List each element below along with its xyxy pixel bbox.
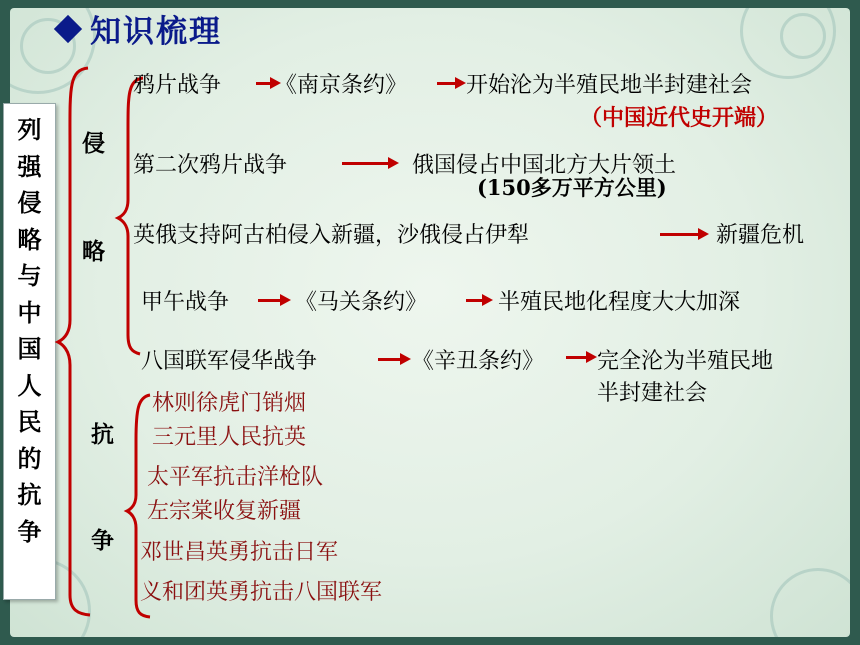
invasion-brace xyxy=(118,78,143,354)
arrow-icon xyxy=(566,356,588,359)
category-invasion-char: 侵 xyxy=(82,130,105,157)
side-label-char: 的 xyxy=(17,443,42,473)
resistance-item: 林则徐虎门销烟 xyxy=(152,391,307,416)
invasion-event: 八国联军侵华战争 xyxy=(141,349,318,374)
category-invasion-char: 略 xyxy=(82,238,105,265)
arrow-icon xyxy=(466,299,484,302)
arrow-icon xyxy=(660,233,700,236)
category-resistance-char: 争 xyxy=(91,527,114,554)
side-label-char: 民 xyxy=(17,407,42,436)
page-title: 知识梳理 xyxy=(90,14,222,50)
side-label-char: 列 xyxy=(17,115,42,144)
invasion-result: 俄国侵占中国北方大片领土 xyxy=(412,153,677,178)
invasion-event: 甲午战争 xyxy=(141,290,230,315)
invasion-note: （中国近代史开端） xyxy=(580,106,779,131)
treaty-name: 《马关条约》 xyxy=(295,290,428,315)
side-label-char: 抗 xyxy=(17,480,42,509)
side-label-char: 人 xyxy=(17,370,42,400)
side-label-char: 国 xyxy=(17,334,42,363)
arrow-icon xyxy=(378,358,402,361)
resistance-item: 邓世昌英勇抗击日军 xyxy=(140,540,339,565)
arrow-icon xyxy=(256,82,272,85)
side-label-char: 中 xyxy=(17,297,42,327)
treaty-name: 《辛丑条约》 xyxy=(412,349,545,374)
resistance-item: 义和团英勇抗击八国联军 xyxy=(140,580,383,605)
side-label-char: 略 xyxy=(17,224,42,254)
resistance-item: 三元里人民抗英 xyxy=(152,425,307,450)
category-resistance-char: 抗 xyxy=(91,421,114,448)
invasion-result: 完全沦为半殖民地 xyxy=(597,349,774,374)
side-label-char: 争 xyxy=(17,516,42,546)
arrow-icon xyxy=(437,82,457,85)
invasion-event: 鸦片战争 xyxy=(133,73,222,98)
resistance-item: 左宗棠收复新疆 xyxy=(147,499,302,524)
invasion-result: 半殖民地化程度大大加深 xyxy=(498,290,741,315)
invasion-event: 英俄支持阿古柏侵入新疆，沙俄侵占伊犁 xyxy=(133,223,530,248)
invasion-result: 开始沦为半殖民地半封建社会 xyxy=(466,73,753,98)
treaty-name: 《南京条约》 xyxy=(275,73,408,98)
invasion-result: 半封建社会 xyxy=(597,381,708,406)
arrow-icon xyxy=(342,162,390,165)
side-label-char: 侵 xyxy=(17,188,42,217)
invasion-event: 第二次鸦片战争 xyxy=(133,153,288,178)
invasion-result: 新疆危机 xyxy=(716,223,805,248)
resistance-item: 太平军抗击洋枪队 xyxy=(147,465,324,490)
invasion-note: (150多万平方公里) xyxy=(477,175,667,200)
side-label-char: 强 xyxy=(17,151,42,181)
arrow-icon xyxy=(258,299,282,302)
side-label-char: 与 xyxy=(17,261,42,290)
